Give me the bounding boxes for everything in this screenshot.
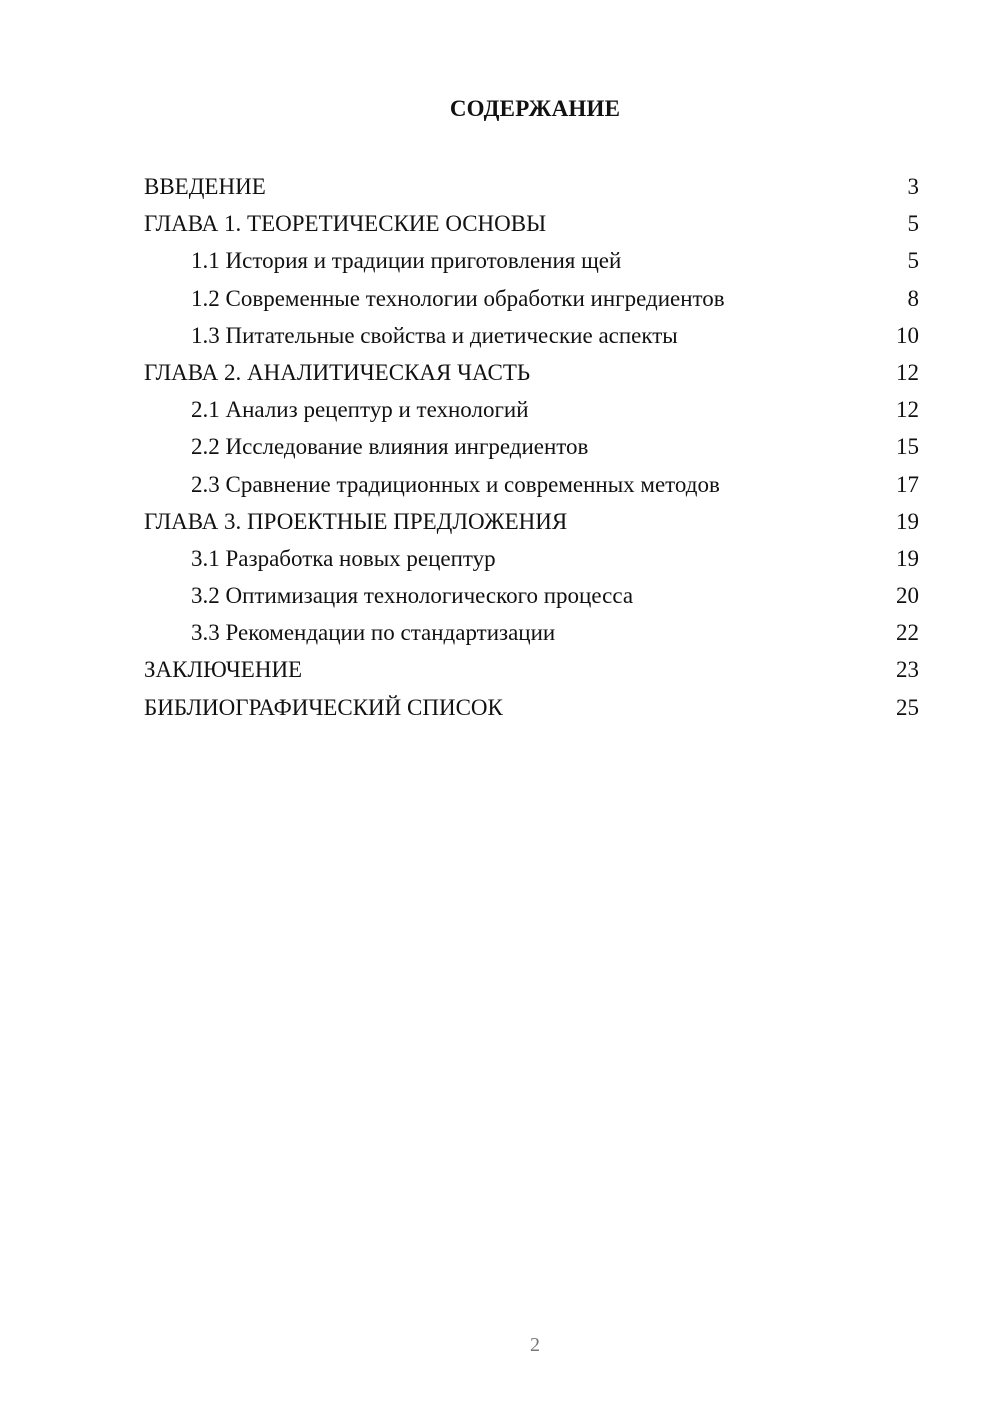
toc-entry-page: 15 [896, 434, 919, 460]
toc-entry-page: 10 [896, 322, 919, 348]
toc-entry-introduction[interactable] [144, 168, 919, 205]
toc-entry-page: 19 [896, 545, 919, 571]
table-of-contents [144, 168, 919, 726]
page-number: 2 [530, 1334, 540, 1356]
toc-entry-label: 3.3 Рекомендации по стандартизации [191, 620, 556, 646]
toc-entry-label: 2.1 Анализ рецептур и технологий [191, 397, 529, 423]
toc-entry-chapter-1[interactable] [144, 205, 919, 242]
toc-entry-label: 2.3 Сравнение традиционных и современных методов [191, 471, 720, 497]
toc-entry-section-2-2[interactable] [144, 428, 919, 465]
toc-entry-page: 22 [896, 620, 919, 646]
toc-entry-label: 2.2 Исследование влияния ингредиентов [191, 434, 589, 460]
toc-entry-page: 5 [907, 211, 919, 237]
toc-entry-label: БИБЛИОГРАФИЧЕСКИЙ СПИСОК [144, 694, 503, 720]
toc-entry-section-3-2[interactable] [144, 577, 919, 614]
toc-entry-page: 25 [896, 694, 919, 720]
toc-entry-label: 3.1 Разработка новых рецептур [191, 545, 496, 571]
toc-entry-page: 12 [896, 359, 919, 385]
toc-entry-label: ГЛАВА 1. ТЕОРЕТИЧЕСКИЕ ОСНОВЫ [144, 211, 547, 237]
toc-entry-section-2-3[interactable] [144, 466, 919, 503]
toc-entry-chapter-2[interactable] [144, 354, 919, 391]
toc-entry-section-1-3[interactable] [144, 317, 919, 354]
toc-entry-section-1-1[interactable] [144, 242, 919, 279]
toc-entry-section-3-1[interactable] [144, 540, 919, 577]
toc-entry-chapter-3[interactable] [144, 503, 919, 540]
toc-entry-label: 1.3 Питательные свойства и диетические аспекты [191, 322, 678, 348]
toc-entry-conclusion[interactable] [144, 651, 919, 688]
toc-entry-label: ЗАКЛЮЧЕНИЕ [144, 657, 303, 683]
toc-entry-page: 20 [896, 583, 919, 609]
toc-entry-page: 23 [896, 657, 919, 683]
toc-entry-label: ВВЕДЕНИЕ [144, 174, 266, 199]
toc-entry-page: 5 [907, 248, 919, 274]
toc-entry-page: 12 [896, 397, 919, 423]
toc-entry-section-3-3[interactable] [144, 614, 919, 651]
toc-entry-label: 1.1 История и традиции приготовления щей [191, 248, 622, 274]
toc-entry-page: 19 [896, 508, 919, 534]
toc-entry-label: 3.2 Оптимизация технологического процесса [191, 583, 634, 609]
toc-entry-section-2-1[interactable] [144, 391, 919, 428]
toc-entry-label: 1.2 Современные технологии обработки ингредиентов [191, 285, 725, 311]
toc-entry-bibliography[interactable] [144, 689, 919, 726]
toc-entry-page: 3 [907, 174, 919, 199]
toc-entry-page: 8 [907, 285, 919, 311]
toc-title: СОДЕРЖАНИЕ [449, 96, 621, 121]
toc-entry-page: 17 [896, 471, 919, 497]
toc-entry-label: ГЛАВА 3. ПРОЕКТНЫЕ ПРЕДЛОЖЕНИЯ [144, 508, 568, 534]
toc-entry-label: ГЛАВА 2. АНАЛИТИЧЕСКАЯ ЧАСТЬ [144, 359, 531, 385]
toc-entry-section-1-2[interactable] [144, 280, 919, 317]
